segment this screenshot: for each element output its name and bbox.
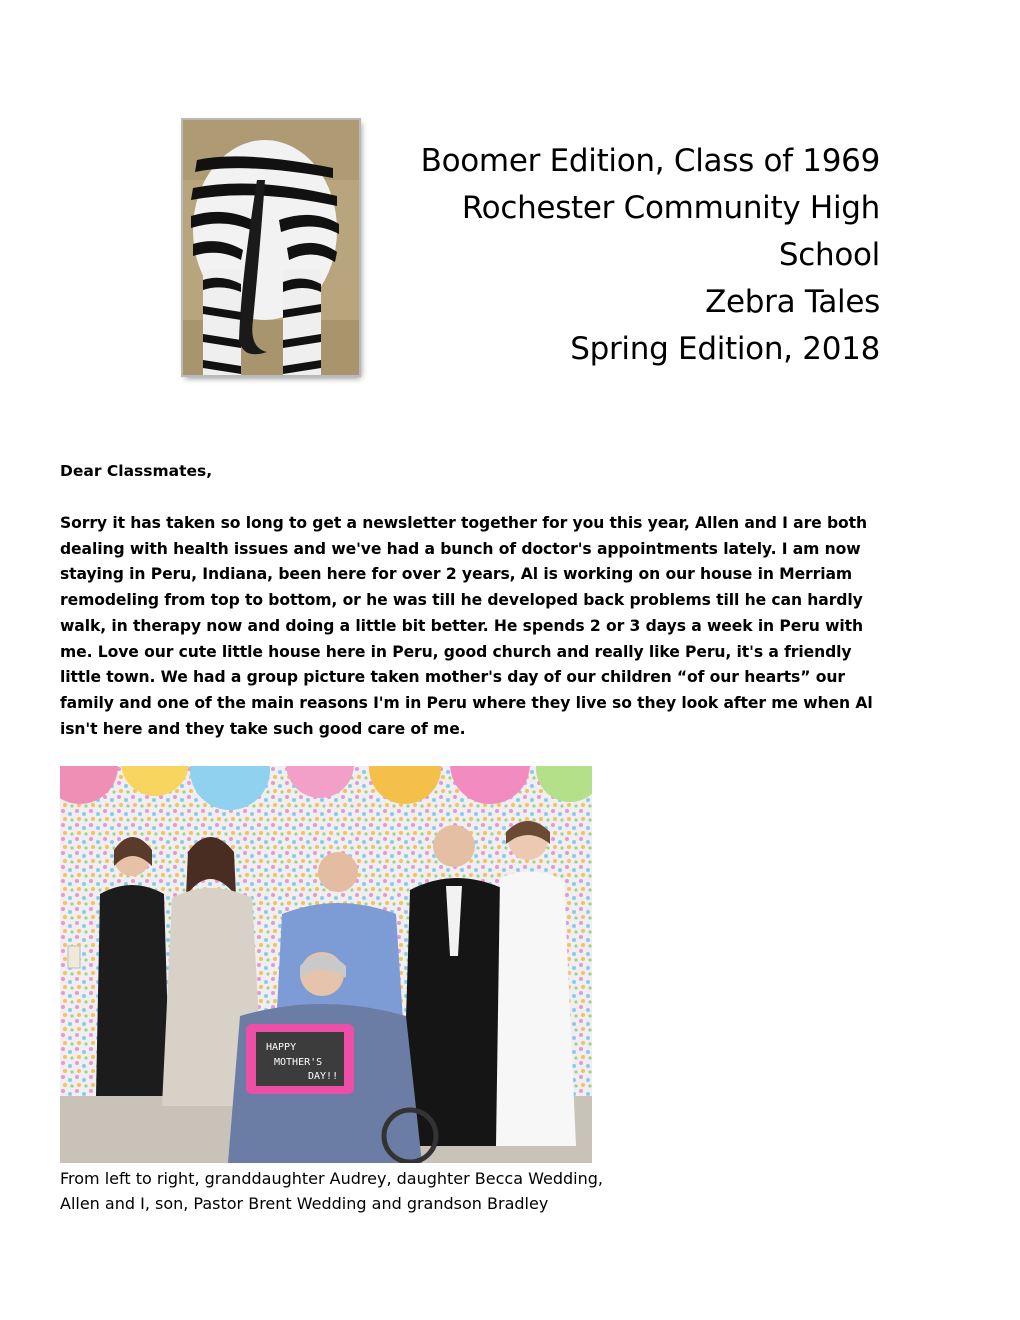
sign-line-1: HAPPY bbox=[266, 1042, 297, 1053]
sign-line-3: DAY!! bbox=[308, 1071, 339, 1082]
caption-line-1: From left to right, granddaughter Audrey, daughter Becca Wedding, bbox=[60, 1169, 603, 1188]
title-line-season: Spring Edition, 2018 bbox=[570, 331, 880, 367]
letter-body: Sorry it has taken so long to get a newsletter together for you this year, Allen and I are both dealing with health issues and we've had a bunch of doctor's appointments lately. I am now staying in Peru, Indiana, been here for over 2 years, Al is working on our house in Merriam remodeling from top to bottom, or he was till he developed back problems till he can hardly walk, in therapy now and doing a little bit better. He spends 2 or 3 days a week in Peru with me. Love our cute little house here in Peru, good church and really like Peru, it's a friendly little town. We had a group picture taken mother's day of our children “of our hearts” our family and one of the main reasons I'm in Peru where they live so they look after me when Al isn't here and they take such good care of me. bbox=[60, 514, 873, 738]
family-group-photo bbox=[60, 766, 592, 1163]
title-line-newsletter-name: Zebra Tales bbox=[705, 284, 880, 320]
photo-caption bbox=[60, 1166, 700, 1216]
letter-salutation: Dear Classmates, bbox=[60, 462, 213, 480]
family-photo-image bbox=[60, 766, 592, 1163]
title-line-school-2: School bbox=[778, 237, 880, 273]
title-line-edition: Boomer Edition, Class of 1969 bbox=[420, 143, 880, 179]
sign-line-2: MOTHER'S bbox=[274, 1057, 323, 1068]
title-line-school-1: Rochester Community High bbox=[461, 190, 880, 226]
newsletter-title bbox=[320, 138, 880, 373]
caption-line-2: Allen and I, son, Pastor Brent Wedding and grandson Bradley bbox=[60, 1194, 549, 1213]
